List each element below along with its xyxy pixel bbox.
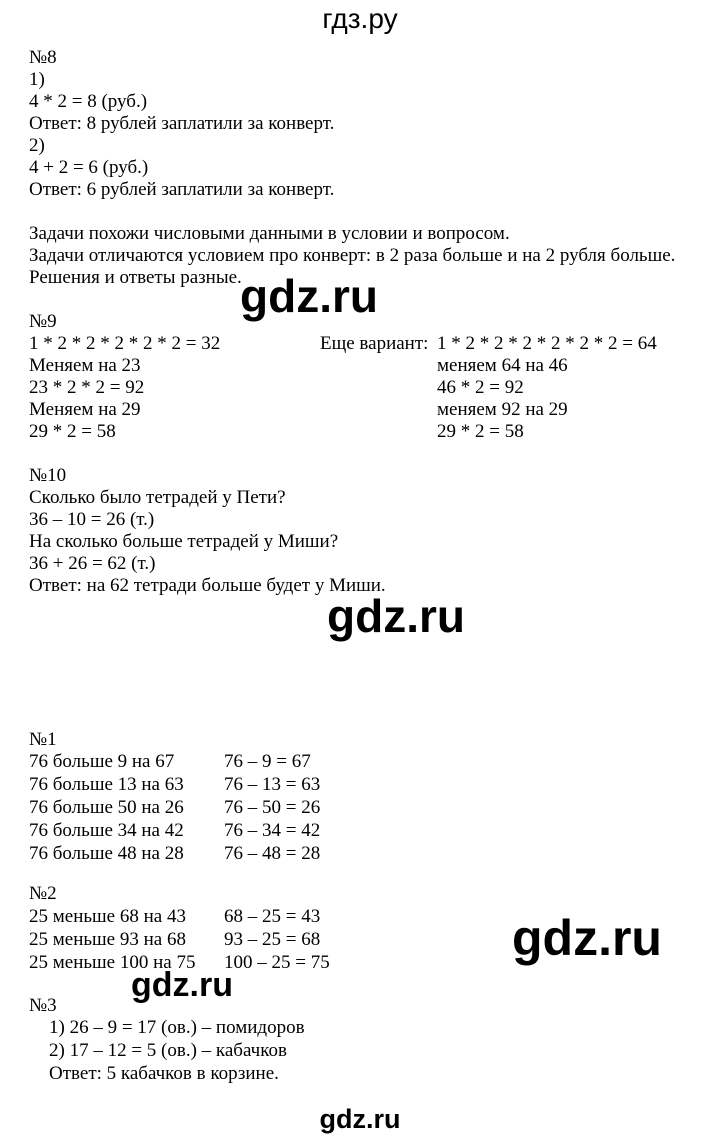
exercise-1-equation: 76 – 50 = 26 [224,797,321,818]
exercise-3-line: 2) 17 – 12 = 5 (ов.) – кабачков [49,1040,287,1061]
exercise-2-equation: 100 – 25 = 75 [224,952,330,973]
task-9-left-line: 1 * 2 * 2 * 2 * 2 * 2 = 32 [29,333,221,354]
footer-watermark: gdz.ru [319,1104,401,1134]
exercise-1-title: №1 [29,729,57,750]
exercise-2-statement: 25 меньше 68 на 43 [29,906,186,927]
task-8-title: №8 [29,47,57,68]
exercise-3-title: №3 [29,995,57,1016]
watermark-4: gdz.ru [131,966,233,1004]
task-10-title: №10 [29,465,67,486]
task-8-part-2: 2) [29,135,45,156]
exercise-2-equation: 68 – 25 = 43 [224,906,321,927]
site-header: гдз.ру [322,3,398,34]
exercise-1-equation: 76 – 9 = 67 [224,751,311,772]
task-9-right-line: 1 * 2 * 2 * 2 * 2 * 2 * 2 = 64 [437,333,657,354]
exercise-1-statement: 76 больше 34 на 42 [29,820,184,841]
task-8-comparison-3: Решения и ответы разные. [29,267,242,288]
exercise-2-statement: 25 меньше 93 на 68 [29,929,186,950]
task-9-right-line: 29 * 2 = 58 [437,421,524,442]
task-8-comparison-2: Задачи отличаются условием про конверт: в 2 раза больше и на 2 рубля больше. [29,245,676,266]
task-10-line: 36 + 26 = 62 (т.) [29,553,156,574]
exercise-2-statement: 25 меньше 100 на 75 [29,952,196,973]
task-8-comparison-1: Задачи похожи числовыми данными в условии и вопросом. [29,223,510,244]
exercise-2-equation: 93 – 25 = 68 [224,929,321,950]
exercise-1-equation: 76 – 13 = 63 [224,774,321,795]
task-9-left-line: 23 * 2 * 2 = 92 [29,377,145,398]
task-9-variant-label: Еще вариант: [320,333,429,354]
task-8-answer-2: Ответ: 6 рублей заплатили за конверт. [29,179,335,200]
exercise-3-line: 1) 26 – 9 = 17 (ов.) – помидоров [49,1017,305,1038]
task-9-left-line: Меняем на 23 [29,355,141,376]
exercise-1-equation: 76 – 34 = 42 [224,820,321,841]
task-8-equation-1: 4 * 2 = 8 (руб.) [29,91,148,112]
task-9-left-line: 29 * 2 = 58 [29,421,116,442]
task-8-part-1: 1) [29,69,45,90]
task-10-line: 36 – 10 = 26 (т.) [29,509,155,530]
watermark-3: gdz.ru [512,910,662,966]
task-9-right-line: 46 * 2 = 92 [437,377,524,398]
task-8-equation-2: 4 + 2 = 6 (руб.) [29,157,149,178]
watermark-1: gdz.ru [240,270,378,322]
exercise-1-statement: 76 больше 48 на 28 [29,843,184,864]
task-9-right-line: меняем 64 на 46 [437,355,568,376]
task-10-line: На сколько больше тетрадей у Миши? [29,531,339,552]
task-9-left-line: Меняем на 29 [29,399,141,420]
task-10-line: Ответ: на 62 тетради больше будет у Миши. [29,575,386,596]
exercise-1-statement: 76 больше 13 на 63 [29,774,184,795]
task-9-right-line: меняем 92 на 29 [437,399,568,420]
task-8-answer-1: Ответ: 8 рублей заплатили за конверт. [29,113,335,134]
exercise-1-statement: 76 больше 9 на 67 [29,751,175,772]
task-9-title: №9 [29,311,57,332]
task-10-line: Сколько было тетрадей у Пети? [29,487,286,508]
watermark-2: gdz.ru [327,590,465,642]
exercise-1-equation: 76 – 48 = 28 [224,843,321,864]
exercise-3-answer: Ответ: 5 кабачков в корзине. [49,1063,279,1084]
exercise-2-title: №2 [29,883,57,904]
exercise-1-statement: 76 больше 50 на 26 [29,797,184,818]
